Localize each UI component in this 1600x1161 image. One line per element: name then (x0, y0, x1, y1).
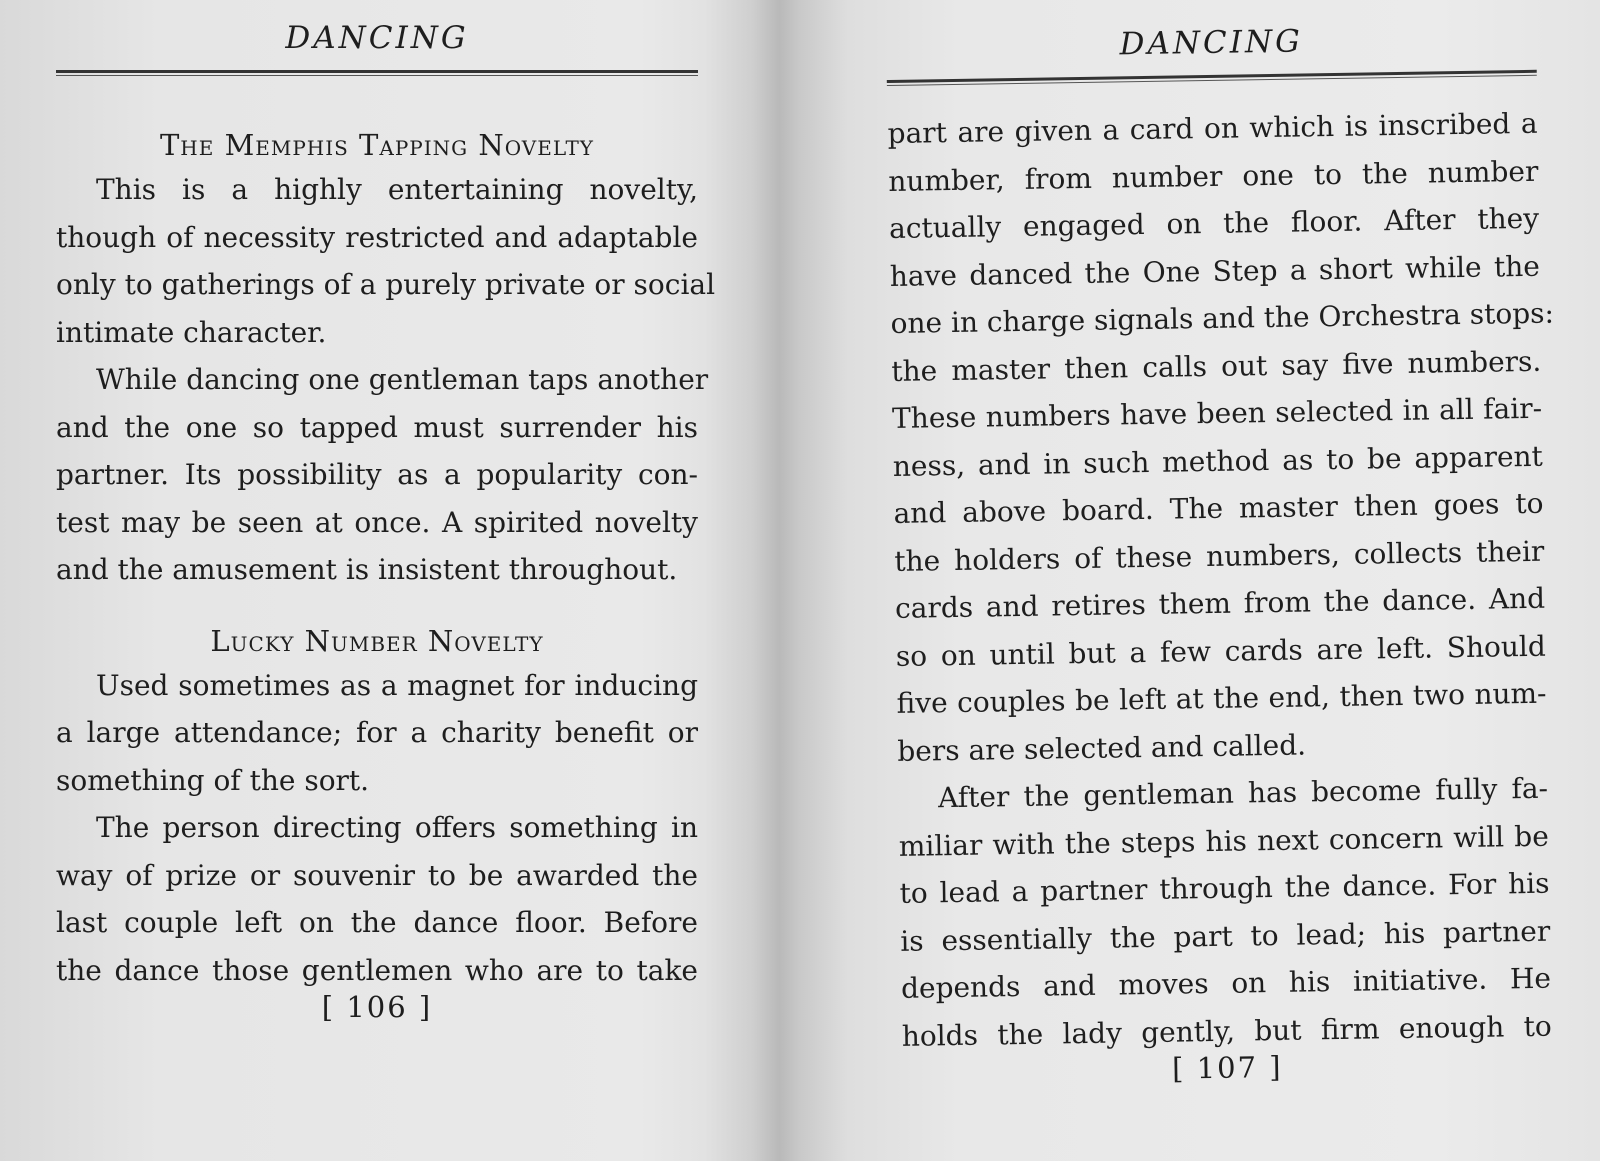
text-line: to lead a partner through the dance. For his (899, 866, 1550, 910)
paragraph (887, 100, 1555, 775)
header-rule (887, 70, 1537, 86)
text-line: and the amusement is insistent throughout. (56, 553, 678, 586)
text-line: so on until but a few cards are left. Should (895, 629, 1547, 673)
text-line: is essentially the part to lead; his partner (900, 914, 1551, 958)
paragraph (56, 356, 709, 594)
page-number: [ 107 ] (1171, 1049, 1283, 1086)
paragraph (898, 765, 1552, 1060)
text-line: the holders of these numbers, collects their (894, 534, 1545, 578)
running-head: DANCING (1119, 23, 1304, 63)
text-line: cards and retires them from the dance. And (894, 581, 1546, 625)
text-line: the dance those gentlemen who are to take (56, 953, 698, 987)
text-line: These numbers have been selected in all fair- (891, 391, 1543, 435)
text-line: number, from number one to the number (888, 154, 1539, 198)
text-line: While dancing one gentleman taps another (96, 363, 709, 396)
text-line: Used sometimes as a magnet for inducing (96, 668, 698, 702)
text-line: bers are selected and called. (897, 727, 1307, 768)
text-line: part are given a card on which is inscribed a (887, 106, 1538, 150)
page-number: [ 106 ] (321, 990, 433, 1024)
text-line: and above board. The master then goes to (893, 486, 1544, 530)
header-rule (56, 70, 698, 76)
text-line: This is a highly entertaining novelty, (96, 173, 698, 206)
paragraph (56, 662, 698, 805)
text-line: holds the lady gently, but firm enough to (901, 1009, 1552, 1053)
text-line: The person directing offers something in (96, 811, 698, 844)
text-line: ness, and in such method as to be apparent (892, 439, 1544, 483)
text-line: intimate character. (56, 315, 327, 349)
text-line: and the one so tapped must surrender his (56, 410, 698, 444)
text-line: a large attendance; for a charity benefit or (56, 716, 698, 749)
right-page (886, 20, 1553, 1090)
text-line: only to gatherings of a purely private or social (56, 268, 716, 301)
text-line: the master then calls out say five numbers. (891, 344, 1542, 388)
text-line: though of necessity restricted and adaptable (56, 220, 698, 254)
text-line: partner. Its possibility as a popularity con- (56, 458, 698, 491)
page-body (56, 128, 716, 994)
text-line: After the gentleman has become fully fa- (937, 771, 1549, 815)
running-head: DANCING (285, 20, 469, 56)
text-line: have danced the One Step a short while the (889, 249, 1541, 293)
text-line: depends and moves on his initiative. He (900, 961, 1552, 1005)
left-page (56, 20, 716, 1024)
section-title: The Memphis Tapping Novelty (159, 128, 595, 162)
section-title: Lucky Number Novelty (210, 623, 544, 658)
paragraph (56, 804, 698, 994)
text-line: actually engaged on the floor. After they (888, 201, 1540, 245)
text-line: something of the sort. (56, 763, 370, 797)
text-line: miliar with the steps his next concern will be (898, 819, 1549, 863)
text-line: test may be seen at once. A spirited novelty (56, 505, 698, 539)
text-line: last couple left on the dance floor. Before (56, 906, 698, 939)
text-line: way of prize or souvenir to be awarded the (56, 858, 698, 892)
text-line: five couples be left at the end, then two num- (896, 676, 1547, 720)
text-line: one in charge signals and the Orchestra stops: (890, 296, 1555, 340)
page-body (887, 100, 1555, 1060)
paragraph (56, 166, 716, 356)
